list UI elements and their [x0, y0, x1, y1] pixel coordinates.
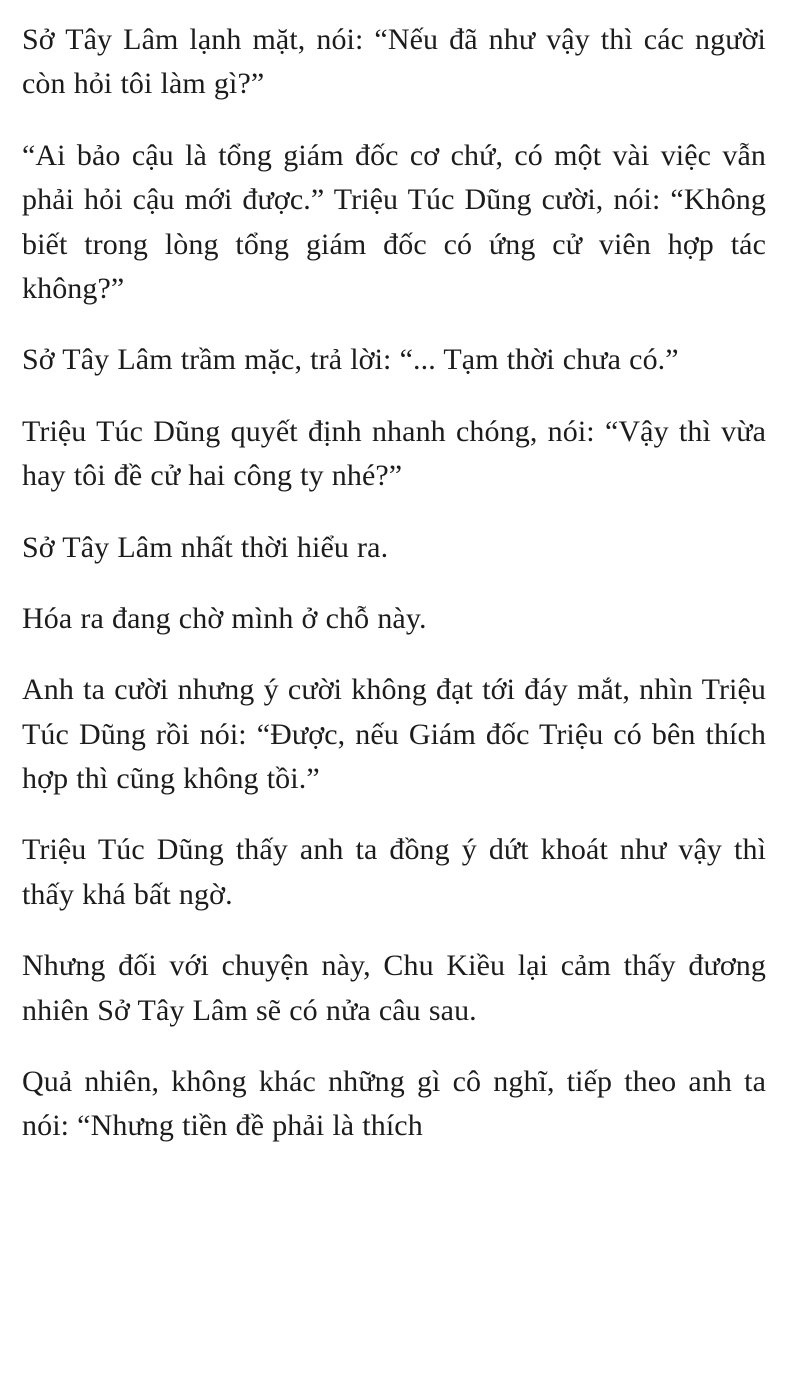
paragraph: Nhưng đối với chuyện này, Chu Kiều lại cảm thấy đương nhiên Sở Tây Lâm sẽ có nửa câu sau. — [22, 949, 766, 1027]
paragraph: “Ai bảo cậu là tổng giám đốc cơ chứ, có một vài việc vẫn phải hỏi cậu mới được.” Triệu Túc Dũng cười, nói: “Không biết trong lòng tổng giám đốc có ứng cử viên hợp tác không?” — [22, 138, 766, 305]
paragraph: Sở Tây Lâm lạnh mặt, nói: “Nếu đã như vậy thì các người còn hỏi tôi làm gì?” — [22, 23, 766, 101]
paragraph: Anh ta cười nhưng ý cười không đạt tới đáy mắt, nhìn Triệu Túc Dũng rồi nói: “Được, nếu Giám đốc Triệu có bên thích hợp thì cũng không tồi.” — [22, 673, 766, 796]
paragraph: Triệu Túc Dũng thấy anh ta đồng ý dứt khoát như vậy thì thấy khá bất ngờ. — [22, 833, 766, 911]
paragraph: Sở Tây Lâm trầm mặc, trả lời: “... Tạm thời chưa có.” — [22, 343, 679, 377]
paragraph: Quả nhiên, không khác những gì cô nghĩ, tiếp theo anh ta nói: “Nhưng tiền đề phải là thích — [22, 1065, 766, 1143]
paragraph: Hóa ra đang chờ mình ở chỗ này. — [22, 601, 427, 635]
paragraph: Sở Tây Lâm nhất thời hiểu ra. — [22, 530, 389, 564]
paragraph: Triệu Túc Dũng quyết định nhanh chóng, nói: “Vậy thì vừa hay tôi đề cử hai công ty nhé?” — [22, 414, 766, 493]
